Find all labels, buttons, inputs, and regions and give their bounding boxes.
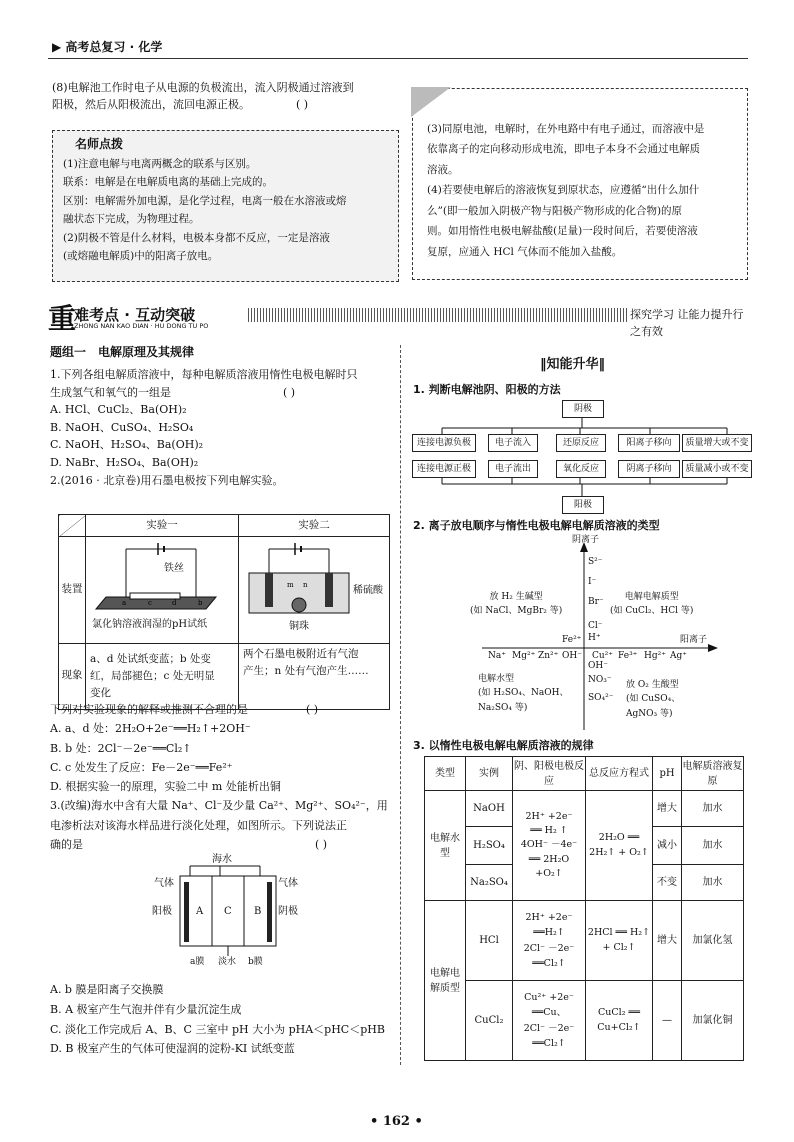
- electrode-reaction-cucl2: Cu²⁺ +2e⁻ ══Cu、 2Cl⁻ －2e⁻ ══Cl₂↑: [513, 981, 586, 1061]
- chamber-b-label: B: [254, 906, 262, 917]
- quadrant-1-label: 电解电解质型 (如 CuCl₂、HCl 等): [610, 592, 694, 617]
- flow-box: 电子流入: [488, 434, 538, 452]
- col-type: 类型: [425, 757, 466, 791]
- quadrant-4-label: 放 O₂ 生酸型 (如 CuSO₄、 AgNO₃ 等): [626, 680, 681, 719]
- question-3-options: [50, 980, 390, 1059]
- exp2-header: 实验二: [239, 515, 390, 537]
- overall-water: 2H₂O ══ 2H₂↑ + O₂↑: [586, 791, 653, 901]
- tips-line: 联系：电解是在电解质电离的基础上完成的。: [63, 176, 273, 189]
- cation-zn: Zn²⁺: [538, 651, 559, 661]
- tips-line: (1)注意电解与电离两概念的联系与区别。: [63, 158, 257, 170]
- group-title: 题组一 电解原理及其规律: [50, 345, 195, 359]
- q2-stem: 2.(2016 · 北京卷)用石墨电极按下列电解实验。: [50, 473, 284, 487]
- answer-paren[interactable]: ( ): [315, 837, 328, 851]
- question-2-options: [50, 700, 390, 854]
- electrode-flowchart: [412, 400, 752, 514]
- banner-pinyin: ZHONG NAN KAO DIAN · HU DONG TU PO: [74, 322, 209, 330]
- restore-na2so4: 加水: [682, 865, 744, 901]
- ion-discharge-diagram: [412, 534, 752, 734]
- option-a: A. a、d 处：2H₂O+2e⁻══H₂↑+2OH⁻: [50, 722, 251, 736]
- flow-box: 阴离子移向: [618, 460, 680, 478]
- notes-line: (3)同原电池，电解时，在外电路中有电子通过，而溶液中是: [427, 123, 705, 135]
- example-na2so4: Na₂SO₄: [466, 865, 513, 901]
- restore-h2so4: 加水: [682, 827, 744, 865]
- page-number: • 162 •: [370, 1114, 423, 1129]
- svg-text:b: b: [198, 599, 203, 607]
- tips-line: (或熔融电解质)中的阳离子放电。: [63, 249, 219, 262]
- quadrant-3-label: 电解水型 (如 H₂SO₄、NaOH、 Na₂SO₄ 等): [478, 674, 569, 713]
- option-c: C. 淡化工作完成后 A、B、C 三室中 pH 大小为 pHA＜pHC＜pHB: [50, 1022, 385, 1036]
- section-2-title: 2. 离子放电顺序与惰性电极电解电解质溶液的类型: [413, 519, 660, 532]
- knowledge-title: ‖知能升华‖: [540, 357, 606, 372]
- page-header: ▶ 高考总复习 · 化学: [52, 40, 163, 54]
- col-ph: pH: [653, 757, 682, 791]
- exp1-header: 实验一: [86, 515, 239, 537]
- anion-no3: NO₃⁻: [588, 675, 612, 685]
- gas-right-label: 气体: [278, 878, 298, 889]
- experiment-table: [58, 514, 390, 710]
- tips-box: [52, 130, 399, 282]
- electrolysis-rules-table: [424, 756, 744, 1061]
- anion-i: I⁻: [588, 577, 597, 587]
- notes-box: [412, 88, 748, 280]
- option-a: A. b 膜是阳离子交换膜: [50, 983, 164, 996]
- tips-line: (2)阴极不管是什么材料，电极本身都不反应，一定是溶液: [63, 231, 330, 244]
- q3-line: 电渗析法对该海水样品进行淡化处理，如图所示。下列说法正: [50, 818, 347, 832]
- ph-cucl2: —: [653, 981, 682, 1061]
- notes-line: 复原，应通入 HCl 气体而不能加入盐酸。: [427, 245, 623, 258]
- option-c: C. NaOH、H₂SO₄、Ba(OH)₂: [50, 438, 204, 452]
- flow-box: 还原反应: [556, 434, 606, 452]
- cation-mg: Mg²⁺: [512, 651, 536, 661]
- tips-line: 融状态下完成，为物理过程。: [63, 213, 200, 226]
- flow-box: 连接电源负极: [412, 434, 476, 452]
- answer-paren[interactable]: ( ): [296, 97, 309, 111]
- cathode-box: 阴极: [562, 400, 604, 418]
- answer-paren[interactable]: ( ): [283, 385, 296, 399]
- iron-wire-label: 铁丝: [164, 563, 184, 574]
- svg-text:m: m: [287, 581, 294, 589]
- section-3-title: 3. 以惰性电极电解电解质溶液的规律: [413, 739, 594, 752]
- notes-line: (4)若要使电解后的溶液恢复到原状态，应遵循“出什么加什: [427, 184, 700, 197]
- tips-title: 名师点拨: [75, 137, 124, 151]
- option-a: A. HCl、CuCl₂、Ba(OH)₂: [50, 403, 187, 417]
- ph-h2so4: 减小: [653, 827, 682, 865]
- svg-text:n: n: [303, 581, 308, 589]
- option-d: D. 根据实验一的原理，实验二中 m 处能析出铜: [50, 780, 281, 793]
- sulfuric-acid-label: 稀硫酸: [353, 585, 383, 596]
- example-naoh: NaOH: [466, 791, 513, 827]
- flow-box: 电子流出: [488, 460, 538, 478]
- electrode-reaction-water: 2H⁺ +2e⁻ ══ H₂ ↑ 4OH⁻ －4e⁻ ══ 2H₂O +O₂↑: [513, 791, 586, 901]
- notes-line: 溶液。: [427, 163, 459, 176]
- exp2-phenomenon: 两个石墨电极附近有气泡 产生；n 处有气泡产生……: [239, 643, 390, 709]
- col-overall-equation: 总反应方程式: [586, 757, 653, 791]
- anion-s: S²⁻: [588, 557, 603, 567]
- col-electrode-reaction: 阴、阳极电极反应: [513, 757, 586, 791]
- overall-hcl: 2HCl ══ H₂↑ + Cl₂↑: [586, 901, 653, 981]
- ph-na2so4: 不变: [653, 865, 682, 901]
- column-divider: [400, 345, 401, 1065]
- type-electrolyte: 电解电解质型: [425, 901, 466, 1061]
- quadrant-2-label: 放 H₂ 生碱型 (如 NaCl、MgBr₂ 等): [470, 592, 563, 617]
- cation-hg: Hg²⁺: [644, 651, 666, 661]
- option-d: D. B 极室产生的气体可使湿润的淀粉-KI 试纸变蓝: [50, 1042, 295, 1056]
- cation-na: Na⁺: [488, 651, 506, 661]
- flow-box: 氧化反应: [556, 460, 606, 478]
- q1-line: 1.下列各组电解质溶液中，每种电解质溶液用惰性电极电解时只: [50, 368, 358, 381]
- chamber-a-label: A: [196, 906, 204, 917]
- example-hcl: HCl: [466, 901, 513, 981]
- anode-label: 阳极: [152, 906, 172, 917]
- ph-paper-label: 氯化钠溶液润湿的pH试纸: [92, 619, 208, 630]
- seawater-label: 海水: [212, 854, 232, 865]
- flow-box: 质量减小或不变: [682, 460, 752, 478]
- cation-fe2: Fe²⁺: [562, 635, 582, 645]
- tips-line: 区别：电解需外加电源，是化学过程，电离一般在水溶液或熔: [63, 194, 347, 207]
- q2-prompt: 下列对实验现象的解释或推测不合理的是 ( ): [50, 703, 319, 716]
- membrane-b-label: b膜: [248, 957, 263, 967]
- q8-line2: 阳极，然后从阳极流出，流回电源正极。 ( ): [52, 97, 309, 111]
- example-cucl2: CuCl₂: [466, 981, 513, 1061]
- restore-hcl: 加氯化氢: [682, 901, 744, 981]
- section-1-title: 1. 判断电解池阴、阳极的方法: [413, 383, 561, 396]
- question-1: [50, 366, 390, 489]
- option-c: C. c 处发生了反应：Fe－2e⁻══Fe²⁺: [50, 760, 233, 774]
- cation-ag: Ag⁺: [670, 651, 688, 661]
- restore-cucl2: 加氯化铜: [682, 981, 744, 1061]
- exp1-apparatus: [86, 537, 239, 644]
- q3-line: 确的是 ( ): [50, 837, 328, 851]
- option-b: B. NaOH、CuSO₄、H₂SO₄: [50, 420, 194, 434]
- banner-stripe: [248, 308, 628, 322]
- anode-box: 阳极: [562, 496, 604, 514]
- exp1-phenomenon: a、d 处试纸变蓝；b 处变 红，局部褪色；c 处无明显 变化: [86, 643, 239, 709]
- cation-cu: Cu²⁺: [592, 651, 614, 661]
- question-8: [52, 80, 397, 113]
- svg-text:a: a: [122, 599, 127, 607]
- flow-box: 质量增大或不变: [682, 434, 752, 452]
- header-rule: [48, 58, 748, 59]
- option-d: D. NaBr、H₂SO₄、Ba(OH)₂: [50, 455, 199, 469]
- notes-line: 依靠离子的定向移动形成电流，即电子本身不会通过电解质: [427, 143, 700, 156]
- example-h2so4: H₂SO₄: [466, 827, 513, 865]
- cation-axis-label: 阳离子: [680, 635, 708, 645]
- notes-line: 则。如用惰性电极电解盐酸(足量)一段时间后，若要使溶液: [427, 225, 698, 238]
- svg-text:d: d: [172, 599, 177, 607]
- electrodialysis-figure: [150, 852, 310, 972]
- q1-line: 生成氢气和氧气的一组是 ( ): [50, 385, 296, 399]
- ph-hcl: 增大: [653, 901, 682, 981]
- overall-cucl2: CuCl₂ ══ Cu+Cl₂↑: [586, 981, 653, 1061]
- anion-br: Br⁻: [588, 597, 604, 607]
- electrode-reaction-hcl: 2H⁺ +2e⁻ ══H₂↑ 2Cl⁻ －2e⁻ ══Cl₂↑: [513, 901, 586, 981]
- section-banner: [48, 302, 753, 338]
- restore-naoh: 加水: [682, 791, 744, 827]
- type-water: 电解水型: [425, 791, 466, 901]
- banner-title: 难考点 · 互动突破: [74, 306, 196, 324]
- exp2-apparatus: [239, 537, 390, 644]
- cation-fe3: Fe³⁺: [618, 651, 638, 661]
- header-title: 高考总复习 · 化学: [65, 40, 163, 54]
- cathode-label: 阴极: [278, 906, 298, 917]
- anion-so4: SO₄²⁻: [588, 693, 614, 703]
- page-corner-decoration: [411, 87, 471, 127]
- q8-line1: (8)电解池工作时电子从电源的负极流出，流入阴极通过溶液到: [52, 81, 354, 94]
- col-restore: 电解质溶液复原: [682, 757, 744, 791]
- svg-text:c: c: [148, 599, 152, 607]
- cation-h: H⁺: [588, 633, 601, 643]
- option-b: B. b 处：2Cl⁻－2e⁻══Cl₂↑: [50, 741, 192, 755]
- ph-naoh: 增大: [653, 791, 682, 827]
- anion-oh: OH⁻: [588, 661, 608, 671]
- chamber-c-label: C: [224, 906, 232, 917]
- banner-slogan: 探究学习 让能力提升行之有效: [630, 308, 744, 338]
- row-apparatus: 装置: [59, 537, 86, 644]
- banner-big-char: 重: [48, 302, 77, 335]
- q3-line: 3.(改编)海水中含有大量 Na⁺、Cl⁻及少量 Ca²⁺、Mg²⁺、SO₄²⁻，用: [50, 799, 388, 813]
- col-example: 实例: [466, 757, 513, 791]
- gas-left-label: 气体: [154, 878, 174, 889]
- anion-cl: Cl⁻: [588, 621, 603, 631]
- flow-box: 阳离子移向: [618, 434, 680, 452]
- option-b: B. A 极室产生气泡并伴有少量沉淀生成: [50, 1002, 242, 1016]
- answer-paren[interactable]: ( ): [306, 703, 319, 716]
- notes-line: 么”(即一般加入阴极产物与阳极产物形成的化合物)的原: [427, 204, 683, 217]
- copper-bead-label: 铜珠: [289, 621, 309, 632]
- row-phenomenon: 现象: [59, 643, 86, 709]
- anion-axis-label: 阴离子: [572, 535, 600, 545]
- ion-oh-left: OH⁻: [562, 651, 582, 661]
- flow-box: 连接电源正极: [412, 460, 476, 478]
- membrane-a-label: a膜: [190, 957, 205, 967]
- fresh-water-label: 淡水: [218, 957, 237, 967]
